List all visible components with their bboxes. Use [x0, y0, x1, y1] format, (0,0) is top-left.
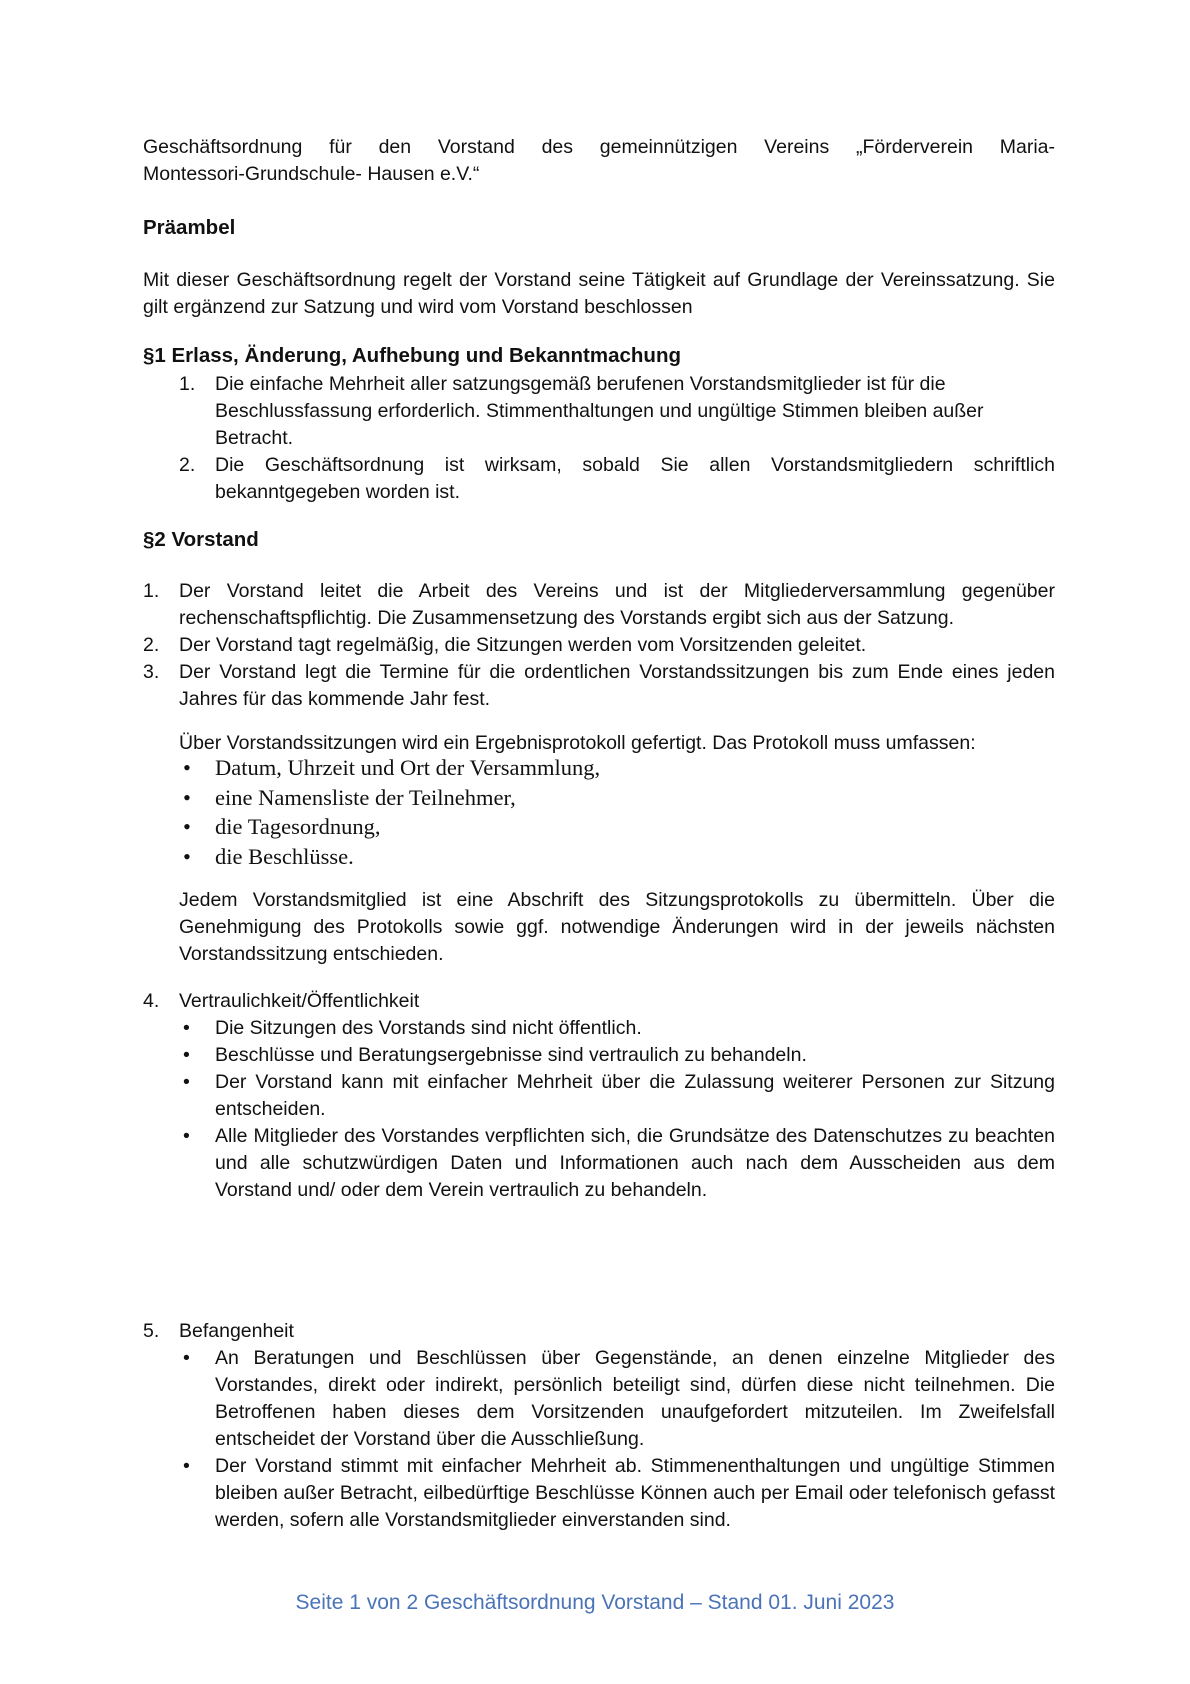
bullet-icon: • [183, 784, 191, 810]
item4-bullet: • Die Sitzungen des Vorstands sind nicht öffentlich. [179, 1015, 1055, 1042]
protocol-bullets [143, 753, 1055, 871]
bullet-icon: • [183, 1125, 190, 1147]
section1-item-2: 2. Die Geschäftsordnung ist wirksam, sobald Sie allen Vorstandsmitgliedern schriftlich bekanntgegeben worden ist. [179, 454, 1055, 503]
bullet-icon: • [183, 1455, 190, 1477]
section1-heading: §1 Erlass, Änderung, Aufhebung und Bekanntmachung [143, 344, 681, 367]
section1-list [143, 371, 1055, 506]
document-title [143, 134, 1055, 188]
protocol-bullet: • die Beschlüsse. [179, 842, 1055, 872]
title-line-1: Geschäftsordnung für den Vorstand des gemeinnützigen Vereins „Förderverein Maria- [143, 136, 1055, 158]
item4-bullet: • Der Vorstand kann mit einfacher Mehrheit über die Zulassung weiterer Personen zur Sitzung entscheiden. [183, 1071, 1055, 1120]
protocol-bullet: • die Tagesordnung, [179, 812, 1055, 842]
bullet-icon: • [183, 1071, 190, 1093]
bullet-icon: • [183, 1044, 190, 1066]
bullet-icon: • [183, 755, 191, 780]
section2-item-4: 4. Vertraulichkeit/Öffentlichkeit • Die Sitzungen des Vorstands sind nicht öffentlich. • Beschlüsse und Beratungsergebnisse sind vertraulich zu behandeln. • Der Vorstand kann mit einfacher Mehrheit über die Zulassung weiterer Personen zur Sitzung entscheiden. • Alle Mitglieder des Vorstandes verpflichten sich, die Grundsätze des Datenschutzes zu beachten und alle schutzwürdigen Daten und Informationen auch nach dem Ausscheiden aus dem Vorstand und/ oder dem Verein vertraulich zu behandeln. [143, 988, 1055, 1204]
protocol-bullet: • Datum, Uhrzeit und Ort der Versammlung, [179, 753, 1055, 783]
preamble-heading: Präambel [143, 216, 236, 239]
preamble-text: Mit dieser Geschäftsordnung regelt der Vorstand seine Tätigkeit auf Grundlage der Vereinssatzung. Sie gilt ergänzend zur Satzung und wird vom Vorstand beschlossen [143, 269, 1055, 318]
item4-bullet: • Alle Mitglieder des Vorstandes verpflichten sich, die Grundsätze des Datenschutzes zu beachten und alle schutzwürdigen Daten und Informationen auch nach dem Ausscheiden aus dem Vorstand und/ oder dem Verein vertraulich zu behandeln. [183, 1125, 1055, 1201]
bullet-icon: • [183, 1347, 190, 1369]
protocol-bullet: • eine Namensliste der Teilnehmer, [179, 783, 1055, 813]
item5-title: Befangenheit [179, 1320, 294, 1342]
item4-bullets [143, 1015, 1055, 1204]
item5-bullet: • Der Vorstand stimmt mit einfacher Mehrheit ab. Stimmenenthaltungen und ungültige Stimmen bleiben außer Betracht, eilbedürftige Beschlüsse Können auch per Email oder telefonisch gefasst werden, sofern alle Vorstandsmitglieder einverstanden sind. [183, 1455, 1055, 1531]
section2-list [143, 578, 1055, 713]
section2-item-5: 5. Befangenheit • An Beratungen und Beschlüssen über Gegenstände, an denen einzelne Mitglieder des Vorstandes, direkt oder indirekt, persönlich beteiligt sind, dürfen diese nicht teilnehmen. Die Betroffenen haben dieses dem Vorsitzenden unaufgefordert mitzuteilen. Im Zweifelsfall entscheidet der Vorstand über die Ausschließung. • Der Vorstand stimmt mit einfacher Mehrheit ab. Stimmenenthaltungen und ungültige Stimmen bleiben außer Betracht, eilbedürftige Beschlüsse Können auch per Email oder telefonisch gefasst werden, sofern alle Vorstandsmitglieder einverstanden sind. [143, 1318, 1055, 1534]
page-footer: Seite 1 von 2 Geschäftsordnung Vorstand – Stand 01. Juni 2023 [295, 1591, 895, 1614]
section2-item-2: 2. Der Vorstand tagt regelmäßig, die Sitzungen werden vom Vorsitzenden geleitet. [143, 634, 867, 656]
section2-item-3: 3. Der Vorstand legt die Termine für die ordentlichen Vorstandssitzungen bis zum Ende eines jeden Jahres für das kommende Jahr fest. [143, 661, 1055, 710]
section2-item-1: 1. Der Vorstand leitet die Arbeit des Vereins und ist der Mitgliederversammlung gegenüber rechenschaftspflichtig. Die Zusammensetzung des Vorstands ergibt sich aus der Satzung. [143, 580, 1055, 629]
bullet-icon: • [183, 843, 191, 869]
item5-bullets [143, 1345, 1055, 1534]
item5-bullet: • An Beratungen und Beschlüssen über Gegenstände, an denen einzelne Mitglieder des Vorstandes, direkt oder indirekt, persönlich beteiligt sind, dürfen diese nicht teilnehmen. Die Betroffenen haben dieses dem Vorsitzenden unaufgefordert mitzuteilen. Im Zweifelsfall entscheidet der Vorstand über die Ausschließung. [183, 1347, 1055, 1450]
protocol-note: Jedem Vorstandsmitglied ist eine Abschrift des Sitzungsprotokolls zu übermitteln. Über die Genehmigung des Protokolls sowie ggf. notwendige Änderungen wird in der jeweils nächsten Vorstandssitzung entschieden. [179, 889, 1055, 965]
protocol-intro: Über Vorstandssitzungen wird ein Ergebnisprotokoll gefertigt. Das Protokoll muss umfassen: [179, 732, 976, 754]
title-line-2: Montessori-Grundschule- Hausen e.V.“ [143, 163, 480, 185]
bullet-icon: • [183, 814, 191, 839]
bullet-icon: • [183, 1017, 190, 1039]
section1-item-1: 1. Die einfache Mehrheit aller satzungsgemäß berufenen Vorstandsmitglieder ist für die Beschlussfassung erforderlich. Stimmenthaltungen und ungültige Stimmen bleiben außer Betracht. [179, 373, 984, 449]
section2-heading: §2 Vorstand [143, 528, 259, 551]
item4-bullet: • Beschlüsse und Beratungsergebnisse sind vertraulich zu behandeln. [179, 1042, 1055, 1069]
item4-title: Vertraulichkeit/Öffentlichkeit [179, 990, 420, 1012]
